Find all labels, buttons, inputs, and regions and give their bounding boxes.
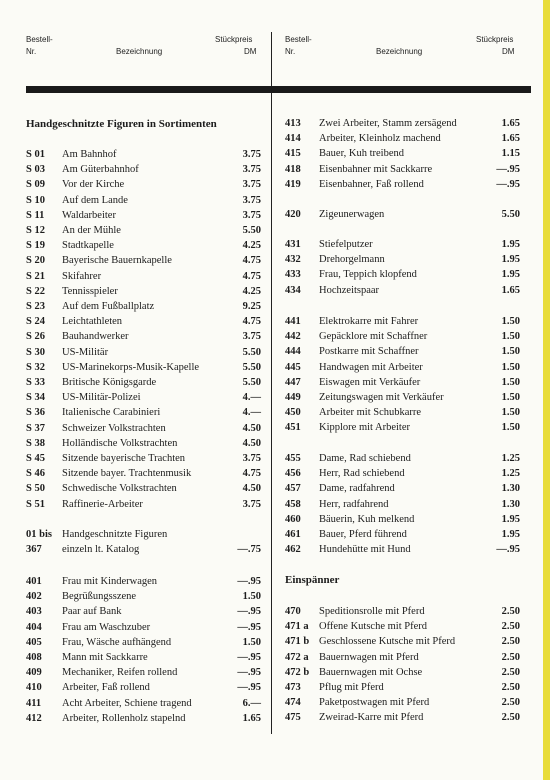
unit-price: 4.75 [242,468,261,480]
order-number: 420 [285,209,301,220]
order-number: S 21 [26,270,45,282]
order-number: 418 [285,163,301,175]
order-number: 456 [285,468,301,480]
order-number: 442 [285,331,301,343]
item-description: Zwei Arbeiter, Stamm zersägend [319,118,457,129]
order-number: 472 a [285,651,309,663]
unit-price: 2.50 [501,606,520,617]
unit-price: —.95 [237,652,261,663]
unit-price: 1.50 [242,636,261,648]
order-number: S 09 [26,179,45,191]
unit-price: 1.50 [501,376,520,388]
item-description: Offene Kutsche mit Pferd [319,621,427,633]
order-number: 441 [285,316,301,327]
item-description: Mechaniker, Reifen rollend [62,667,178,679]
unit-price: 1.65 [501,133,520,145]
unit-price: 2.50 [501,666,520,678]
unit-price: 4.— [242,407,261,419]
unit-price: 3.75 [242,498,261,510]
catalog-row [285,253,525,267]
item-description: Am Bahnhof [62,149,117,160]
unit-price: 1.15 [501,148,520,160]
unit-price: 5.50 [242,225,261,236]
item-description: US-Marinekorps-Musik-Kapelle [62,361,200,373]
header-left-bezeichnung: Bezeichnung [116,47,163,56]
order-number: 408 [26,652,42,663]
order-number: 451 [285,422,301,434]
unit-price: 3.75 [242,164,261,176]
unit-price: 3.75 [242,194,261,206]
item-description: Postkarre mit Schaffner [319,346,419,358]
unit-price: —.95 [237,667,261,679]
header-rule [26,86,531,93]
unit-price: 1.50 [501,346,520,358]
catalog-row [285,345,525,359]
catalog-row [285,467,525,481]
unit-price: —.95 [496,544,520,556]
catalog-row [26,681,266,695]
header-right-bezeichnung: Bezeichnung [376,47,423,56]
item-description: Herr, Rad schiebend [319,468,405,480]
unit-price: 4.75 [242,255,261,267]
unit-price: —.75 [237,544,261,556]
unit-price: 1.50 [501,316,520,327]
item-description: Hochzeitspaar [319,284,380,296]
order-number: 461 [285,529,301,540]
item-description: Frau mit Kinderwagen [62,576,158,587]
catalog-row [26,224,266,238]
item-description: Acht Arbeiter, Schiene tragend [62,697,192,709]
unit-price: 2.50 [501,621,520,633]
order-number: 411 [26,697,42,709]
header-right-dm: DM [502,47,515,56]
catalog-row [26,376,266,390]
unit-price: 4.25 [242,285,261,297]
catalog-row [26,270,266,284]
unit-price: 4.50 [242,483,261,495]
catalog-row [285,208,525,222]
order-number: S 50 [26,483,45,495]
section-title-einspaenner: Einspänner [285,574,340,586]
catalog-row [26,590,266,604]
item-description: Begrüßungsszene [62,591,137,603]
order-number: 475 [285,712,301,724]
catalog-row [285,391,525,405]
item-description: Drehorgelmann [319,254,385,266]
catalog-row [285,482,525,496]
catalog-row [285,406,525,420]
order-number: 401 [26,576,42,587]
unit-price: 4.25 [242,240,261,252]
unit-price: —.95 [237,606,261,618]
item-description: Paketpostwagen mit Pferd [319,697,430,709]
order-number: S 01 [26,149,45,160]
unit-price: 2.50 [501,682,520,693]
item-description: Bauer, Kuh treibend [319,148,405,160]
catalog-row [285,421,525,435]
catalog-row [285,376,525,390]
catalog-row [26,712,266,726]
catalog-row [26,406,266,420]
catalog-row [26,498,266,512]
item-description: Kipplore mit Arbeiter [319,422,410,434]
order-number: S 10 [26,194,45,206]
catalog-row [26,543,266,557]
unit-price: 5.50 [242,361,261,373]
item-description: Herr, radfahrend [319,498,389,510]
order-number: S 36 [26,407,45,419]
catalog-row [285,543,525,557]
item-description: Zweirad-Karre mit Pferd [319,712,424,724]
item-description: Dame, radfahrend [319,483,395,495]
order-number: 413 [285,118,301,129]
order-number: S 51 [26,498,45,510]
order-number: 402 [26,591,42,603]
order-number: 455 [285,453,301,464]
item-description: Pflug mit Pferd [319,682,384,693]
unit-price: 4.— [242,392,261,404]
item-description: Schwedische Volkstrachten [62,483,177,495]
item-description: Auf dem Lande [62,194,128,206]
order-number: 414 [285,133,301,145]
item-description: Arbeiter, Kleinholz machend [319,133,441,145]
item-description: Gepäcklore mit Schaffner [319,331,428,343]
order-number: S 24 [26,316,45,328]
unit-price: 2.50 [501,712,520,724]
unit-price: 3.75 [242,209,261,221]
item-description: Sitzende bayer. Trachtenmusik [62,468,192,480]
section-title-sortimente: Handgeschnitzte Figuren in Sortimenten [26,118,217,130]
unit-price: 3.75 [242,453,261,464]
unit-price: 1.65 [501,118,520,129]
item-description: Bauhandwerker [62,331,129,343]
item-description: Bauernwagen mit Pferd [319,651,419,663]
header-left-bestell: Bestell- [26,35,53,44]
unit-price: 6.— [242,697,261,709]
catalog-row [285,513,525,527]
unit-price: 1.95 [501,254,520,266]
item-description: Mann mit Sackkarre [62,652,148,663]
order-number: S 33 [26,377,45,388]
catalog-row [285,117,525,131]
order-number: 412 [26,712,42,724]
order-number: 403 [26,606,42,618]
item-description: Holländische Volkstrachten [62,437,178,449]
unit-price: 1.95 [501,529,520,540]
catalog-row [26,391,266,405]
unit-price: 1.30 [501,498,520,510]
catalog-row [285,711,525,725]
unit-price: 1.50 [501,407,520,419]
unit-price: 5.50 [242,377,261,388]
catalog-row [285,452,525,466]
order-number: 404 [26,621,42,633]
order-number: 472 b [285,666,310,678]
unit-price: —.95 [237,576,261,587]
item-description: Schweizer Volkstrachten [62,422,166,434]
unit-price: —.95 [496,178,520,190]
item-description: Geschlossene Kutsche mit Pferd [319,636,456,648]
unit-price: 4.50 [242,422,261,434]
unit-price: 1.65 [242,712,261,724]
unit-price: 9.25 [242,301,261,312]
unit-price: 5.50 [242,346,261,358]
item-description: Leichtathleten [62,316,123,328]
unit-price: —.95 [237,682,261,694]
catalog-row [26,315,266,329]
item-description: Speditionsrolle mit Pferd [319,606,425,617]
unit-price: 1.30 [501,483,520,495]
header-right-nr: Nr. [285,47,296,56]
catalog-row [285,147,525,161]
catalog-row [26,575,266,589]
order-number: S 34 [26,392,45,404]
catalog-row [26,178,266,192]
catalog-row [285,498,525,512]
header-right-stueckpreis: Stückpreis [476,35,514,44]
order-number: 460 [285,513,301,525]
order-number: S 38 [26,437,45,449]
catalog-row [26,467,266,481]
catalog-row [26,437,266,451]
order-number: 470 [285,606,301,617]
item-description: Stadtkapelle [62,240,114,252]
item-description: Eisenbahner, Faß rollend [319,178,424,190]
catalog-row [26,148,266,162]
item-description: US-Militär [62,346,109,358]
catalog-row [285,528,525,542]
item-description: Frau, Wäsche aufhängend [62,636,172,648]
catalog-row [26,666,266,680]
order-number: 431 [285,239,301,250]
order-number: 367 [26,544,42,556]
item-description: Paar auf Bank [62,606,122,618]
unit-price: 3.75 [242,331,261,343]
catalog-row [285,666,525,680]
order-number: 433 [285,269,301,281]
catalog-row [26,636,266,650]
item-description: Arbeiter, Rollenholz stapelnd [62,712,186,724]
catalog-row [285,696,525,710]
catalog-row [285,651,525,665]
unit-price: 3.75 [242,149,261,160]
order-number: S 26 [26,331,45,343]
catalog-row [26,346,266,360]
item-description: Waldarbeiter [62,209,116,221]
unit-price: —.95 [496,163,520,175]
order-number: S 23 [26,301,45,312]
header-left-dm: DM [244,47,257,56]
order-number: 458 [285,498,301,510]
catalog-row [285,268,525,282]
catalog-row [26,300,266,314]
catalog-row [285,620,525,634]
catalog-row [26,330,266,344]
unit-price: 1.50 [242,591,261,603]
order-number: S 37 [26,422,45,434]
item-description: Am Güterbahnhof [62,164,139,176]
item-description: Bauer, Pferd führend [319,529,407,540]
order-number: S 20 [26,255,45,267]
catalog-row [26,605,266,619]
item-description: Frau am Waschzuber [62,621,151,633]
item-description: Zigeunerwagen [319,209,385,220]
catalog-row [285,132,525,146]
order-number: S 30 [26,346,45,358]
catalog-row [285,330,525,344]
order-number: 419 [285,178,301,190]
yellow-page-edge [543,0,550,780]
catalog-row [285,238,525,252]
order-number: 410 [26,682,42,694]
unit-price: 1.25 [501,453,520,464]
item-description: Hundehütte mit Hund [319,544,411,556]
unit-price: 1.95 [501,239,520,250]
unit-price: 1.50 [501,331,520,343]
item-description: Handwagen mit Arbeiter [319,361,423,373]
order-number: S 32 [26,361,45,373]
order-number: S 22 [26,285,45,297]
item-description: Bauernwagen mit Ochse [319,666,423,678]
order-number: 415 [285,148,301,160]
unit-price: 1.95 [501,269,520,281]
order-number: 450 [285,407,301,419]
header-right-bestell: Bestell- [285,35,312,44]
catalog-row [285,635,525,649]
catalog-row [26,285,266,299]
order-number: 447 [285,376,301,388]
unit-price: 3.75 [242,179,261,191]
unit-price: 1.95 [501,513,520,525]
order-number: 409 [26,667,42,679]
item-description: Britische Königsgarde [62,377,157,388]
catalog-row [26,528,266,542]
unit-price: 1.50 [501,361,520,373]
catalog-row [26,422,266,436]
order-number: 449 [285,392,301,403]
catalog-row [26,697,266,711]
item-description: Vor der Kirche [62,179,125,191]
item-description: Bäuerin, Kuh melkend [319,513,415,525]
item-description: An der Mühle [62,225,121,236]
order-number: 474 [285,697,301,709]
unit-price: 1.50 [501,422,520,434]
unit-price: 2.50 [501,651,520,663]
catalog-row [26,209,266,223]
header-left-nr: Nr. [26,47,37,56]
item-description: Frau, Teppich klopfend [319,269,417,281]
catalog-row [285,163,525,177]
catalog-row [285,284,525,298]
column-divider [271,32,272,734]
catalog-row [26,239,266,253]
order-number: S 45 [26,453,45,464]
unit-price: 5.50 [501,209,520,220]
order-number: S 12 [26,225,45,236]
unit-price: 4.50 [242,437,261,449]
item-description: Raffinerie-Arbeiter [62,498,143,510]
item-description: Elektrokarre mit Fahrer [319,316,419,327]
item-description: Skifahrer [62,270,102,282]
catalog-row [285,178,525,192]
order-number: 471 b [285,636,310,648]
unit-price: —.95 [237,621,261,633]
order-number: 473 [285,682,301,693]
unit-price: 4.75 [242,316,261,328]
catalog-row [285,361,525,375]
order-number: 444 [285,346,301,358]
order-number: S 46 [26,468,45,480]
catalog-row [26,361,266,375]
unit-price: 1.50 [501,392,520,403]
catalog-row [26,482,266,496]
item-description: Italienische Carabinieri [62,407,161,419]
catalog-row [285,681,525,695]
order-number: 462 [285,544,301,556]
catalog-row [26,651,266,665]
catalog-row [26,254,266,268]
item-description: einzeln lt. Katalog [62,544,140,556]
item-description: Handgeschnitzte Figuren [62,529,168,540]
item-description: Bayerische Bauernkapelle [62,255,172,267]
item-description: Sitzende bayerische Trachten [62,453,186,464]
item-description: Auf dem Fußballplatz [62,301,155,312]
item-description: Dame, Rad schiebend [319,453,411,464]
order-number: 405 [26,636,42,648]
order-number: 445 [285,361,301,373]
catalog-row [285,315,525,329]
unit-price: 2.50 [501,636,520,648]
header-left-stueckpreis: Stückpreis [215,35,253,44]
order-number: 01 bis [26,529,52,540]
order-number: S 19 [26,240,45,252]
catalog-row [26,194,266,208]
order-number: 434 [285,284,301,296]
item-description: Zeitungswagen mit Verkäufer [319,392,444,403]
catalog-row [26,163,266,177]
item-description: Stiefelputzer [319,239,373,250]
unit-price: 1.25 [501,468,520,480]
catalog-row [285,605,525,619]
order-number: 457 [285,483,301,495]
item-description: US-Militär-Polizei [62,392,141,404]
item-description: Eiswagen mit Verkäufer [319,376,421,388]
order-number: 432 [285,254,301,266]
unit-price: 1.65 [501,284,520,296]
item-description: Tennisspieler [62,285,118,297]
item-description: Arbeiter mit Schubkarre [319,407,422,419]
item-description: Eisenbahner mit Sackkarre [319,163,433,175]
order-number: S 11 [26,209,45,221]
order-number: S 03 [26,164,45,176]
unit-price: 2.50 [501,697,520,709]
catalog-row [26,621,266,635]
order-number: 471 a [285,621,309,633]
unit-price: 4.75 [242,270,261,282]
catalog-row [26,452,266,466]
item-description: Arbeiter, Faß rollend [62,682,150,694]
